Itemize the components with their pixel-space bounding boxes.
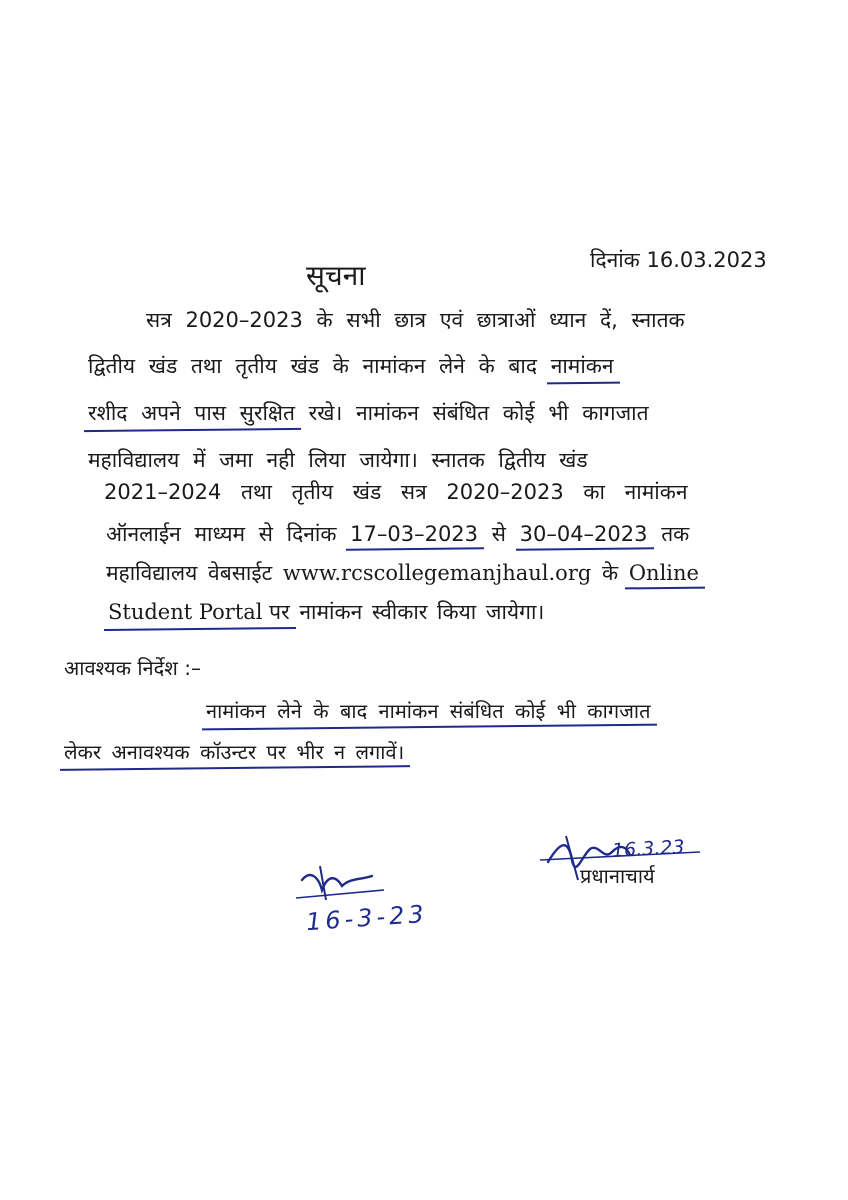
body-text: तक: [661, 522, 690, 546]
portal-name: Student Portal पर: [108, 600, 290, 624]
body-text: रखे। नामांकन संबंधित कोई भी कागजात: [308, 401, 649, 425]
instructions-heading: आवश्यक निर्देश :–: [64, 656, 201, 680]
body-text: के: [602, 561, 619, 585]
start-date: 17–03–2023: [350, 522, 479, 546]
body-text: नामांकन स्वीकार किया जायेगा।: [299, 600, 545, 624]
clerk-signature: [296, 890, 384, 898]
notice-date: दिनांक 16.03.2023: [590, 248, 767, 272]
website-url: www.rcscollegemanjhaul.org: [282, 561, 592, 585]
principal-sign-date: 16.3.23: [611, 836, 686, 862]
body-text: ऑनलाईन माध्यम से दिनांक: [106, 522, 337, 546]
underlined-text: नामांकन: [550, 354, 614, 378]
end-date: 30–04–2023: [519, 522, 648, 546]
clerk-signature: [302, 875, 372, 890]
underlined-text: Online: [628, 561, 699, 585]
body-text: 2021–2024 तथा तृतीय खंड सत्र 2020–2023 का नामांकन: [104, 480, 688, 504]
body-text: महाविद्यालय में जमा नही लिया जायेगा। स्नातक द्वितीय खंड: [88, 448, 588, 472]
clerk-sign-date: 16-3-23: [305, 899, 429, 937]
underlined-text: लेकर अनावश्यक कॉउन्टर पर भीर न लगावें।: [64, 740, 405, 764]
body-text: से: [491, 522, 506, 546]
body-text: सत्र 2020–2023 के सभी छात्र एवं छात्राओं ध्यान दें, स्नातक: [146, 308, 685, 332]
body-text: महाविद्यालय वेबसाईट: [106, 561, 273, 585]
principal-label: प्रधानाचार्य: [580, 864, 655, 888]
underlined-text: नामांकन लेने के बाद नामांकन संबंधित कोई भी कागजात: [206, 699, 651, 723]
notice-title: सूचना: [306, 259, 366, 292]
underlined-text: रशीद अपने पास सुरक्षित: [88, 401, 295, 425]
body-text: द्वितीय खंड तथा तृतीय खंड के नामांकन लेने के बाद: [88, 354, 537, 378]
